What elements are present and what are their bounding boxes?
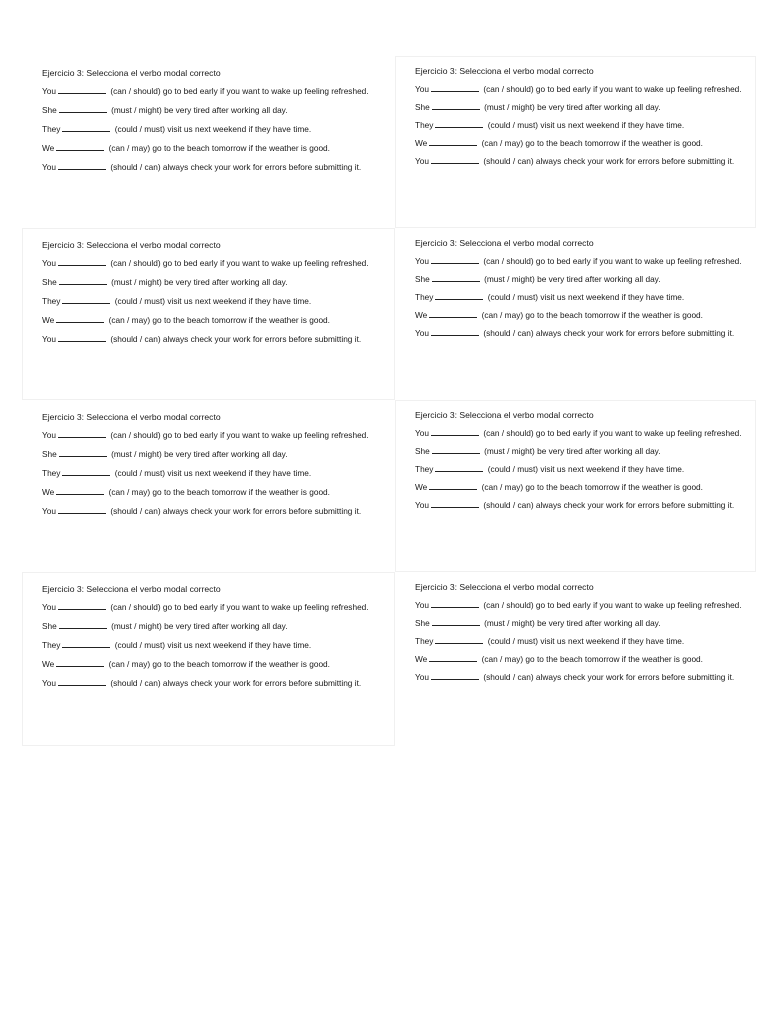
exercise-item-3: [42, 295, 385, 307]
item-subject: She: [415, 102, 430, 112]
exercise-card-r1-right: [395, 56, 756, 228]
item-text: (must / might) be very tired after working all day.: [111, 105, 288, 115]
answer-blank[interactable]: [58, 601, 106, 610]
answer-blank[interactable]: [431, 499, 479, 508]
exercise-item-4: [415, 481, 750, 493]
exercise-item-2: [415, 445, 750, 457]
answer-blank[interactable]: [431, 155, 479, 164]
item-text: (can / may) go to the beach tomorrow if the weather is good.: [108, 315, 330, 325]
item-subject: You: [42, 334, 57, 344]
item-text: (can / should) go to bed early if you want to wake up feeling refreshed.: [110, 258, 369, 268]
exercise-item-1: [42, 601, 385, 613]
item-text: (should / can) always check your work for errors before submitting it.: [483, 156, 735, 166]
item-subject: We: [415, 138, 428, 148]
item-subject: We: [42, 143, 55, 153]
answer-blank[interactable]: [58, 505, 106, 514]
exercise-item-5: [42, 505, 385, 517]
item-subject: We: [415, 654, 428, 664]
item-text: (can / may) go to the beach tomorrow if the weather is good.: [481, 138, 703, 148]
item-subject: You: [42, 602, 57, 612]
answer-blank[interactable]: [429, 309, 477, 318]
exercise-card-r2-left: [22, 228, 395, 400]
exercise-item-1: [42, 257, 385, 269]
exercise-item-1: [42, 85, 385, 97]
exercise-item-5: [42, 333, 385, 345]
exercise-title: Ejercicio 3: Selecciona el verbo modal correcto: [42, 412, 221, 422]
exercise-item-4: [42, 658, 385, 670]
exercise-title: Ejercicio 3: Selecciona el verbo modal correcto: [415, 238, 594, 248]
item-text: (could / must) visit us next weekend if they have time.: [114, 124, 312, 134]
item-text: (must / might) be very tired after working all day.: [484, 274, 661, 284]
exercise-item-2: [42, 104, 385, 116]
exercise-title: Ejercicio 3: Selecciona el verbo modal correcto: [415, 66, 594, 76]
item-subject: She: [42, 277, 57, 287]
answer-blank[interactable]: [59, 620, 107, 629]
item-subject: You: [415, 428, 430, 438]
exercise-card-r2-right: [395, 228, 756, 400]
answer-blank[interactable]: [62, 467, 110, 476]
item-subject: She: [415, 618, 430, 628]
exercise-item-4: [415, 309, 750, 321]
exercise-item-4: [42, 486, 385, 498]
exercise-item-3: [415, 119, 750, 131]
answer-blank[interactable]: [431, 427, 479, 436]
item-text: (must / might) be very tired after working all day.: [111, 449, 288, 459]
item-subject: We: [415, 482, 428, 492]
exercise-item-3: [415, 291, 750, 303]
item-subject: You: [42, 678, 57, 688]
answer-blank[interactable]: [59, 448, 107, 457]
answer-blank[interactable]: [429, 137, 477, 146]
exercise-item-5: [415, 499, 750, 511]
answer-blank[interactable]: [59, 104, 107, 113]
item-text: (can / may) go to the beach tomorrow if the weather is good.: [108, 487, 330, 497]
exercise-item-1: [415, 599, 750, 611]
item-subject: You: [415, 156, 430, 166]
answer-blank[interactable]: [58, 85, 106, 94]
item-text: (should / can) always check your work for errors before submitting it.: [110, 678, 362, 688]
answer-blank[interactable]: [431, 255, 479, 264]
item-text: (could / must) visit us next weekend if they have time.: [487, 636, 685, 646]
item-text: (can / may) go to the beach tomorrow if the weather is good.: [481, 310, 703, 320]
item-subject: They: [415, 292, 434, 302]
item-text: (could / must) visit us next weekend if they have time.: [487, 464, 685, 474]
exercise-card-r1-left: [22, 56, 395, 228]
item-subject: You: [415, 328, 430, 338]
item-text: (must / might) be very tired after working all day.: [484, 618, 661, 628]
item-text: (should / can) always check your work for errors before submitting it.: [110, 334, 362, 344]
exercise-item-2: [42, 620, 385, 632]
exercise-title: Ejercicio 3: Selecciona el verbo modal correcto: [42, 584, 221, 594]
answer-blank[interactable]: [56, 486, 104, 495]
item-subject: They: [42, 640, 61, 650]
answer-blank[interactable]: [431, 83, 479, 92]
item-subject: You: [415, 84, 430, 94]
exercise-item-2: [415, 273, 750, 285]
answer-blank[interactable]: [432, 101, 480, 110]
exercise-card-r4-left: [22, 572, 395, 746]
exercise-item-1: [415, 255, 750, 267]
item-subject: We: [42, 315, 55, 325]
item-subject: She: [415, 274, 430, 284]
item-subject: You: [415, 256, 430, 266]
exercise-item-3: [42, 123, 385, 135]
exercise-item-2: [415, 617, 750, 629]
answer-blank[interactable]: [58, 333, 106, 342]
exercise-item-3: [42, 467, 385, 479]
item-text: (can / may) go to the beach tomorrow if the weather is good.: [481, 482, 703, 492]
item-text: (must / might) be very tired after working all day.: [484, 446, 661, 456]
item-subject: They: [415, 636, 434, 646]
answer-blank[interactable]: [432, 273, 480, 282]
item-subject: We: [415, 310, 428, 320]
item-subject: We: [42, 487, 55, 497]
item-text: (must / might) be very tired after working all day.: [111, 277, 288, 287]
item-text: (could / must) visit us next weekend if they have time.: [114, 640, 312, 650]
item-text: (can / may) go to the beach tomorrow if the weather is good.: [108, 659, 330, 669]
answer-blank[interactable]: [59, 276, 107, 285]
item-text: (should / can) always check your work for errors before submitting it.: [483, 500, 735, 510]
item-subject: You: [42, 430, 57, 440]
answer-blank[interactable]: [62, 123, 110, 132]
exercise-item-1: [415, 83, 750, 95]
answer-blank[interactable]: [58, 161, 106, 170]
answer-blank[interactable]: [435, 463, 483, 472]
item-subject: She: [42, 105, 57, 115]
item-text: (can / may) go to the beach tomorrow if the weather is good.: [481, 654, 703, 664]
exercise-item-5: [415, 155, 750, 167]
exercise-title: Ejercicio 3: Selecciona el verbo modal correcto: [415, 410, 594, 420]
item-subject: They: [415, 464, 434, 474]
exercise-item-1: [415, 427, 750, 439]
exercise-item-4: [42, 142, 385, 154]
exercise-card-r3-right: [395, 400, 756, 572]
exercise-item-2: [42, 448, 385, 460]
exercise-title: Ejercicio 3: Selecciona el verbo modal correcto: [42, 68, 221, 78]
item-subject: You: [42, 258, 57, 268]
item-subject: You: [42, 162, 57, 172]
answer-blank[interactable]: [429, 481, 477, 490]
item-text: (can / should) go to bed early if you want to wake up feeling refreshed.: [110, 602, 369, 612]
item-text: (should / can) always check your work for errors before submitting it.: [483, 328, 735, 338]
item-text: (can / should) go to bed early if you want to wake up feeling refreshed.: [110, 430, 369, 440]
item-subject: They: [42, 296, 61, 306]
item-text: (could / must) visit us next weekend if they have time.: [114, 468, 312, 478]
exercise-item-5: [42, 677, 385, 689]
exercise-item-4: [415, 653, 750, 665]
item-subject: You: [415, 600, 430, 610]
item-subject: You: [415, 500, 430, 510]
item-text: (can / should) go to bed early if you want to wake up feeling refreshed.: [483, 84, 742, 94]
exercise-item-5: [415, 671, 750, 683]
item-text: (should / can) always check your work for errors before submitting it.: [110, 162, 362, 172]
exercise-item-5: [415, 327, 750, 339]
answer-blank[interactable]: [435, 119, 483, 128]
item-text: (should / can) always check your work for errors before submitting it.: [110, 506, 362, 516]
answer-blank[interactable]: [58, 429, 106, 438]
exercise-item-5: [42, 161, 385, 173]
item-text: (must / might) be very tired after working all day.: [484, 102, 661, 112]
answer-blank[interactable]: [432, 617, 480, 626]
answer-blank[interactable]: [435, 291, 483, 300]
exercise-item-4: [415, 137, 750, 149]
answer-blank[interactable]: [431, 327, 479, 336]
item-text: (could / must) visit us next weekend if they have time.: [114, 296, 312, 306]
answer-blank[interactable]: [435, 635, 483, 644]
item-text: (could / must) visit us next weekend if they have time.: [487, 292, 685, 302]
exercise-item-2: [42, 276, 385, 288]
item-text: (can / may) go to the beach tomorrow if the weather is good.: [108, 143, 330, 153]
item-subject: You: [42, 86, 57, 96]
answer-blank[interactable]: [56, 142, 104, 151]
item-subject: She: [42, 449, 57, 459]
exercise-item-1: [42, 429, 385, 441]
exercise-title: Ejercicio 3: Selecciona el verbo modal correcto: [42, 240, 221, 250]
item-subject: They: [42, 468, 61, 478]
answer-blank[interactable]: [62, 639, 110, 648]
exercise-item-4: [42, 314, 385, 326]
exercise-item-3: [415, 463, 750, 475]
answer-blank[interactable]: [431, 599, 479, 608]
item-text: (can / should) go to bed early if you want to wake up feeling refreshed.: [483, 600, 742, 610]
answer-blank[interactable]: [58, 257, 106, 266]
item-text: (can / should) go to bed early if you want to wake up feeling refreshed.: [483, 428, 742, 438]
item-text: (can / should) go to bed early if you want to wake up feeling refreshed.: [110, 86, 369, 96]
item-subject: We: [42, 659, 55, 669]
exercise-card-r3-left: [22, 400, 395, 572]
item-subject: She: [42, 621, 57, 631]
exercise-item-2: [415, 101, 750, 113]
exercise-item-3: [42, 639, 385, 651]
exercise-item-3: [415, 635, 750, 647]
answer-blank[interactable]: [58, 677, 106, 686]
item-subject: She: [415, 446, 430, 456]
item-subject: They: [415, 120, 434, 130]
exercise-card-r4-right: [395, 572, 756, 746]
item-text: (can / should) go to bed early if you want to wake up feeling refreshed.: [483, 256, 742, 266]
answer-blank[interactable]: [429, 653, 477, 662]
item-subject: They: [42, 124, 61, 134]
answer-blank[interactable]: [62, 295, 110, 304]
answer-blank[interactable]: [431, 671, 479, 680]
worksheet-sheet: [22, 56, 756, 746]
item-text: (must / might) be very tired after working all day.: [111, 621, 288, 631]
item-text: (could / must) visit us next weekend if they have time.: [487, 120, 685, 130]
answer-blank[interactable]: [56, 314, 104, 323]
item-text: (should / can) always check your work for errors before submitting it.: [483, 672, 735, 682]
answer-blank[interactable]: [432, 445, 480, 454]
exercise-title: Ejercicio 3: Selecciona el verbo modal correcto: [415, 582, 594, 592]
item-subject: You: [415, 672, 430, 682]
item-subject: You: [42, 506, 57, 516]
answer-blank[interactable]: [56, 658, 104, 667]
